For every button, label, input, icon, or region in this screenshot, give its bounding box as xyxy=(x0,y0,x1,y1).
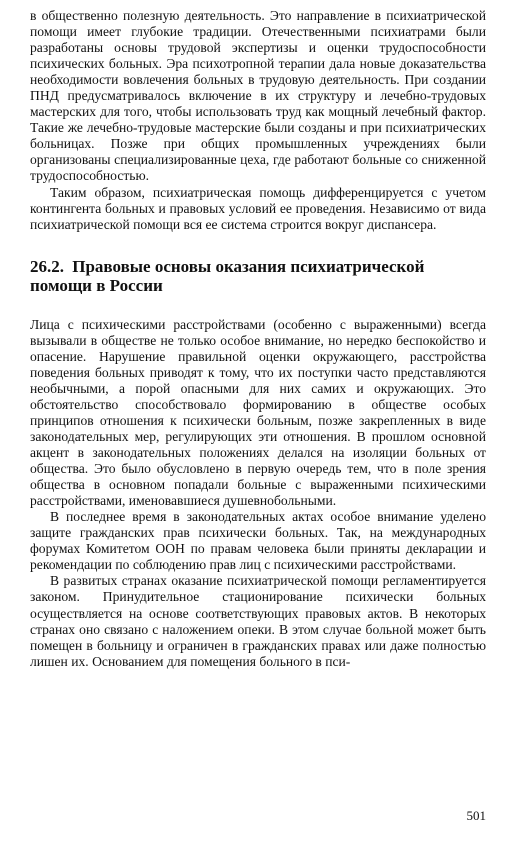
paragraph-summary: Таким образом, психиатрическая помощь дифференцируется с учетом контингента больных и правовых условий ее проведения. Независимо от вида психиатрической помощи вся ее система строится вокруг диспансера. xyxy=(30,184,486,232)
document-page xyxy=(30,8,486,670)
paragraph-mental-disorders: Лица с психическими расстройствами (особенно с выраженными) всегда вызывали в обществе не только особое внимание, но нередко беспокойство и опасение. Нарушение правильной оценки окружающего, расстройства поведения больных приводят к тому, что их поступки часто представляются необычными, а порой опасными для них самих и окружающих. Это обстоятельство способствовало формированию в обществе особых принципов отношения к психически больным, позже закрепленных в виде законодательных мер, регулирующих эти отношения. В прошлом основной акцент в законодательных положениях делался на изоляции больных от общества. Это было обусловлено в первую очередь тем, что в поле зрения общества в основном попадали больные с выраженными психическими расстройствами, именовавшиеся душевнобольными. xyxy=(30,316,486,509)
section-title-text: Правовые основы оказания психиатрической помощи в России xyxy=(30,256,425,295)
section-number: 26.2. xyxy=(30,256,64,276)
heading-spacer xyxy=(30,295,486,317)
paragraph-developed-countries: В развитых странах оказание психиатрической помощи регламентируется законом. Принудительное стационирование психически больных осуществляется на основе соответствующих правовых актов. В некоторых странах оно связано с наложением опеки. В этом случае больной может быть помещен в больницу и ограничен в гражданских правах или даже полностью лишен их. Основанием для помещения больного в пси- xyxy=(30,573,486,669)
paragraph-work-therapy: в общественно полезную деятельность. Это направление в психиатрической помощи имеет глубокие традиции. Отечественными психиатрами были разработаны основы трудовой экспертизы и оценки трудоспособности психических больных. Эра психотропной терапии дала новые доказательства необходимости вовлечения больных в трудовую деятельность. При создании ПНД предусматривалось включение в их структуру и лечебно-трудовых мастерских для того, чтобы использовать труд как мощный лечебный фактор. Такие же лечебно-трудовые мастерские были созданы и при психиатрических больницах. Позже при общих промышленных учреждениях были организованы специализированные цеха, где работают больные со сниженной трудоспособностью. xyxy=(30,8,486,184)
section-heading xyxy=(30,257,486,295)
page-number: 501 xyxy=(466,808,486,823)
paragraph-civil-rights: В последнее время в законодательных актах особое внимание уделено защите гражданских прав психически больных. Так, на международных форумах Комитетом ООН по правам человека были приняты декларации и рекомендации по соблюдению прав лиц с психическими расстройствами. xyxy=(30,509,486,573)
